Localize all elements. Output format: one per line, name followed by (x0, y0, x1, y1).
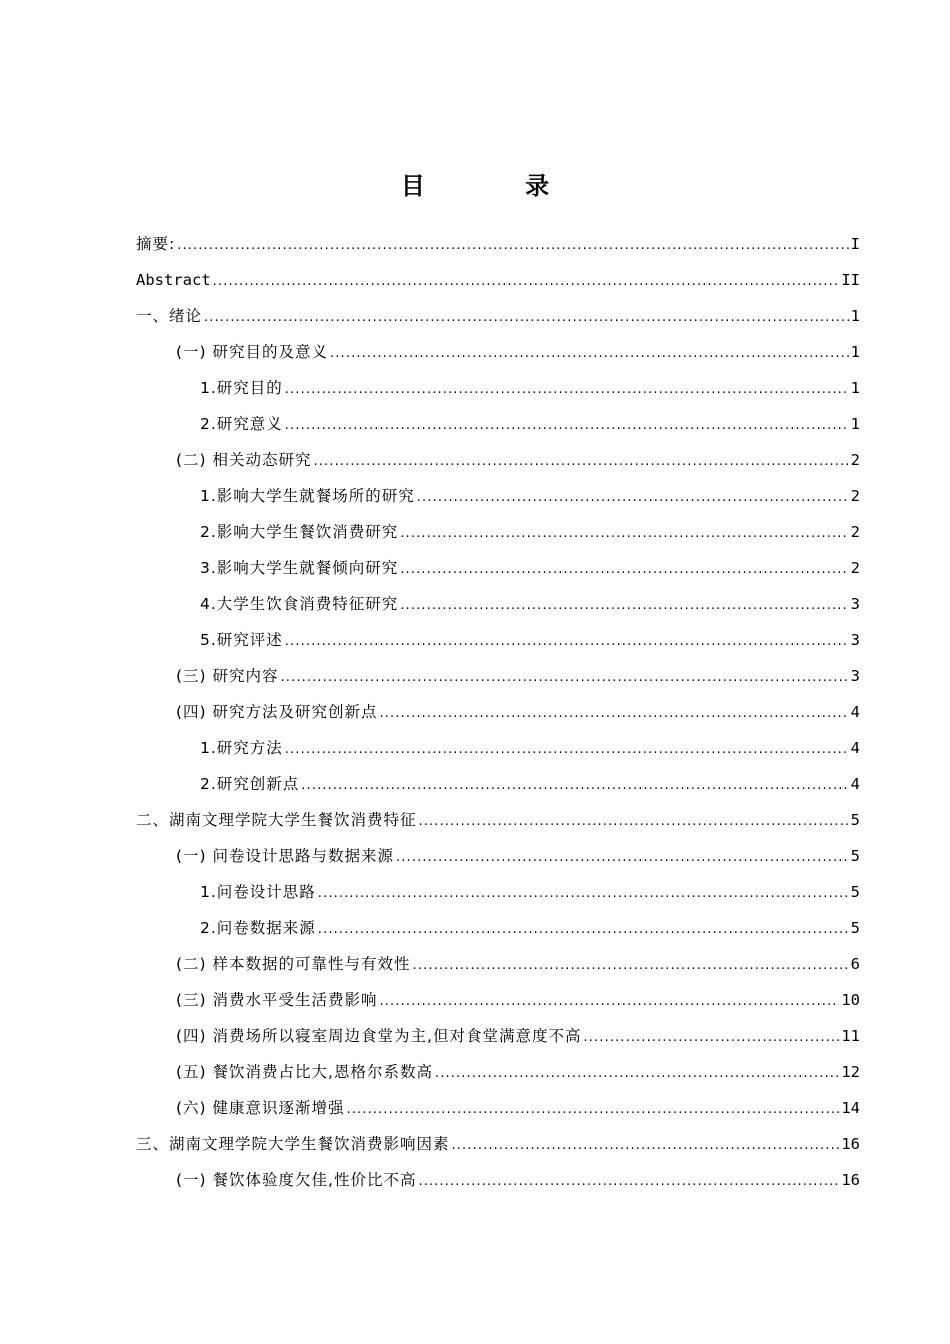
toc-entry-text: 1.研究方法 (200, 739, 283, 757)
toc-entry[interactable] (136, 838, 860, 874)
toc-dot-leader (204, 298, 849, 336)
toc-list (136, 226, 860, 1198)
toc-entry[interactable] (136, 694, 860, 730)
toc-title: 目 录 (400, 172, 596, 200)
toc-entry-text: 二、湖南文理学院大学生餐饮消费特征 (136, 811, 417, 829)
toc-entry[interactable] (136, 802, 860, 838)
toc-entry-text: Abstract (136, 271, 211, 289)
toc-dot-leader (285, 730, 849, 768)
toc-page-number: 4 (850, 739, 860, 757)
toc-entry[interactable] (136, 370, 860, 406)
toc-entry-text: (二) 样本数据的可靠性与有效性 (176, 955, 411, 973)
toc-entry[interactable] (136, 658, 860, 694)
toc-entry-text: (二) 相关动态研究 (176, 451, 312, 469)
toc-entry-text: 1.影响大学生就餐场所的研究 (200, 487, 415, 505)
toc-dot-leader (285, 370, 849, 408)
toc-entry-text: 2.问卷数据来源 (200, 919, 316, 937)
toc-page-number: 2 (850, 487, 860, 505)
toc-entry[interactable] (136, 766, 860, 802)
toc-entry-text: 一、绪论 (136, 307, 203, 325)
toc-dot-leader (285, 622, 849, 660)
toc-page-number: 14 (841, 1099, 860, 1117)
toc-entry[interactable] (136, 298, 860, 334)
toc-entry[interactable] (136, 262, 860, 298)
toc-entry-text: 三、湖南文理学院大学生餐饮消费影响因素 (136, 1135, 450, 1153)
toc-page-number: I (850, 235, 860, 253)
toc-entry-text: 5.研究评述 (200, 631, 283, 649)
toc-page-number: 5 (850, 883, 860, 901)
toc-entry-text: 4.大学生饮食消费特征研究 (200, 595, 399, 613)
toc-entry[interactable] (136, 550, 860, 586)
toc-page-number: 2 (850, 559, 860, 577)
toc-dot-leader (285, 406, 849, 444)
toc-entry[interactable] (136, 946, 860, 982)
toc-page-number: 4 (850, 703, 860, 721)
toc-page-number: 10 (841, 991, 860, 1009)
toc-page-number: II (841, 271, 860, 289)
toc-entry[interactable] (136, 226, 860, 262)
toc-dot-leader (177, 226, 848, 264)
toc-entry-text: (五) 餐饮消费占比大,恩格尔系数高 (176, 1063, 433, 1081)
toc-entry[interactable] (136, 334, 860, 370)
toc-entry[interactable] (136, 1126, 860, 1162)
toc-entry[interactable] (136, 910, 860, 946)
toc-page-number: 1 (850, 307, 860, 325)
toc-dot-leader (318, 874, 849, 912)
toc-page-number: 11 (841, 1027, 860, 1045)
toc-entry[interactable] (136, 874, 860, 910)
toc-dot-leader (213, 262, 840, 300)
toc-page-number: 12 (841, 1063, 860, 1081)
toc-entry-text: (三) 研究内容 (176, 667, 279, 685)
toc-entry-text: 1.问卷设计思路 (200, 883, 316, 901)
toc-page-number: 1 (850, 379, 860, 397)
toc-entry-text: 2.研究意义 (200, 415, 283, 433)
toc-page-number: 3 (850, 667, 860, 685)
toc-entry[interactable] (136, 1054, 860, 1090)
toc-entry-text: (六) 健康意识逐渐增强 (176, 1099, 345, 1117)
toc-page-number: 1 (850, 343, 860, 361)
toc-dot-leader (330, 334, 849, 372)
toc-page-number: 2 (850, 451, 860, 469)
toc-entry-text: (一) 研究目的及意义 (176, 343, 329, 361)
toc-dot-leader (396, 838, 849, 876)
toc-page-number: 3 (850, 595, 860, 613)
toc-dot-leader (452, 1126, 840, 1164)
toc-page-number: 5 (850, 811, 860, 829)
toc-page-number: 3 (850, 631, 860, 649)
toc-entry-text: 3.影响大学生就餐倾向研究 (200, 559, 399, 577)
toc-dot-leader (301, 766, 848, 804)
toc-dot-leader (400, 550, 848, 588)
toc-dot-leader (583, 1018, 839, 1056)
toc-entry-text: (四) 消费场所以寝室周边食堂为主,但对食堂满意度不高 (176, 1027, 582, 1045)
toc-dot-leader (281, 658, 849, 696)
toc-page-number: 6 (850, 955, 860, 973)
toc-entry-text: 摘要: (136, 235, 176, 253)
toc-entry[interactable] (136, 442, 860, 478)
toc-entry-text: (一) 问卷设计思路与数据来源 (176, 847, 395, 865)
toc-entry[interactable] (136, 982, 860, 1018)
toc-page-number: 5 (850, 919, 860, 937)
toc-page-number: 16 (841, 1171, 860, 1189)
toc-entry[interactable] (136, 514, 860, 550)
toc-page-number: 16 (841, 1135, 860, 1153)
toc-entry[interactable] (136, 622, 860, 658)
toc-entry-text: (一) 餐饮体验度欠佳,性价比不高 (176, 1171, 417, 1189)
toc-dot-leader (347, 1090, 840, 1128)
toc-entry[interactable] (136, 406, 860, 442)
toc-dot-leader (314, 442, 849, 480)
toc-dot-leader (418, 1162, 839, 1200)
toc-dot-leader (435, 1054, 839, 1092)
toc-dot-leader (417, 478, 849, 516)
toc-entry-text: 2.影响大学生餐饮消费研究 (200, 523, 399, 541)
toc-entry-text: 1.研究目的 (200, 379, 283, 397)
toc-dot-leader (318, 910, 849, 948)
toc-dot-leader (400, 514, 848, 552)
toc-page-number: 2 (850, 523, 860, 541)
toc-page-number: 4 (850, 775, 860, 793)
toc-entry-text: 2.研究创新点 (200, 775, 300, 793)
toc-page-number: 5 (850, 847, 860, 865)
toc-dot-leader (419, 802, 849, 840)
toc-dot-leader (413, 946, 849, 984)
toc-entry[interactable] (136, 1018, 860, 1054)
toc-entry[interactable] (136, 1090, 860, 1126)
toc-dot-leader (380, 982, 840, 1020)
toc-page-number: 1 (850, 415, 860, 433)
toc-entry[interactable] (136, 478, 860, 514)
toc-entry[interactable] (136, 586, 860, 622)
toc-dot-leader (380, 694, 849, 732)
toc-entry-text: (三) 消费水平受生活费影响 (176, 991, 378, 1009)
toc-entry[interactable] (136, 1162, 860, 1198)
toc-dot-leader (400, 586, 848, 624)
toc-entry-text: (四) 研究方法及研究创新点 (176, 703, 378, 721)
toc-entry[interactable] (136, 730, 860, 766)
